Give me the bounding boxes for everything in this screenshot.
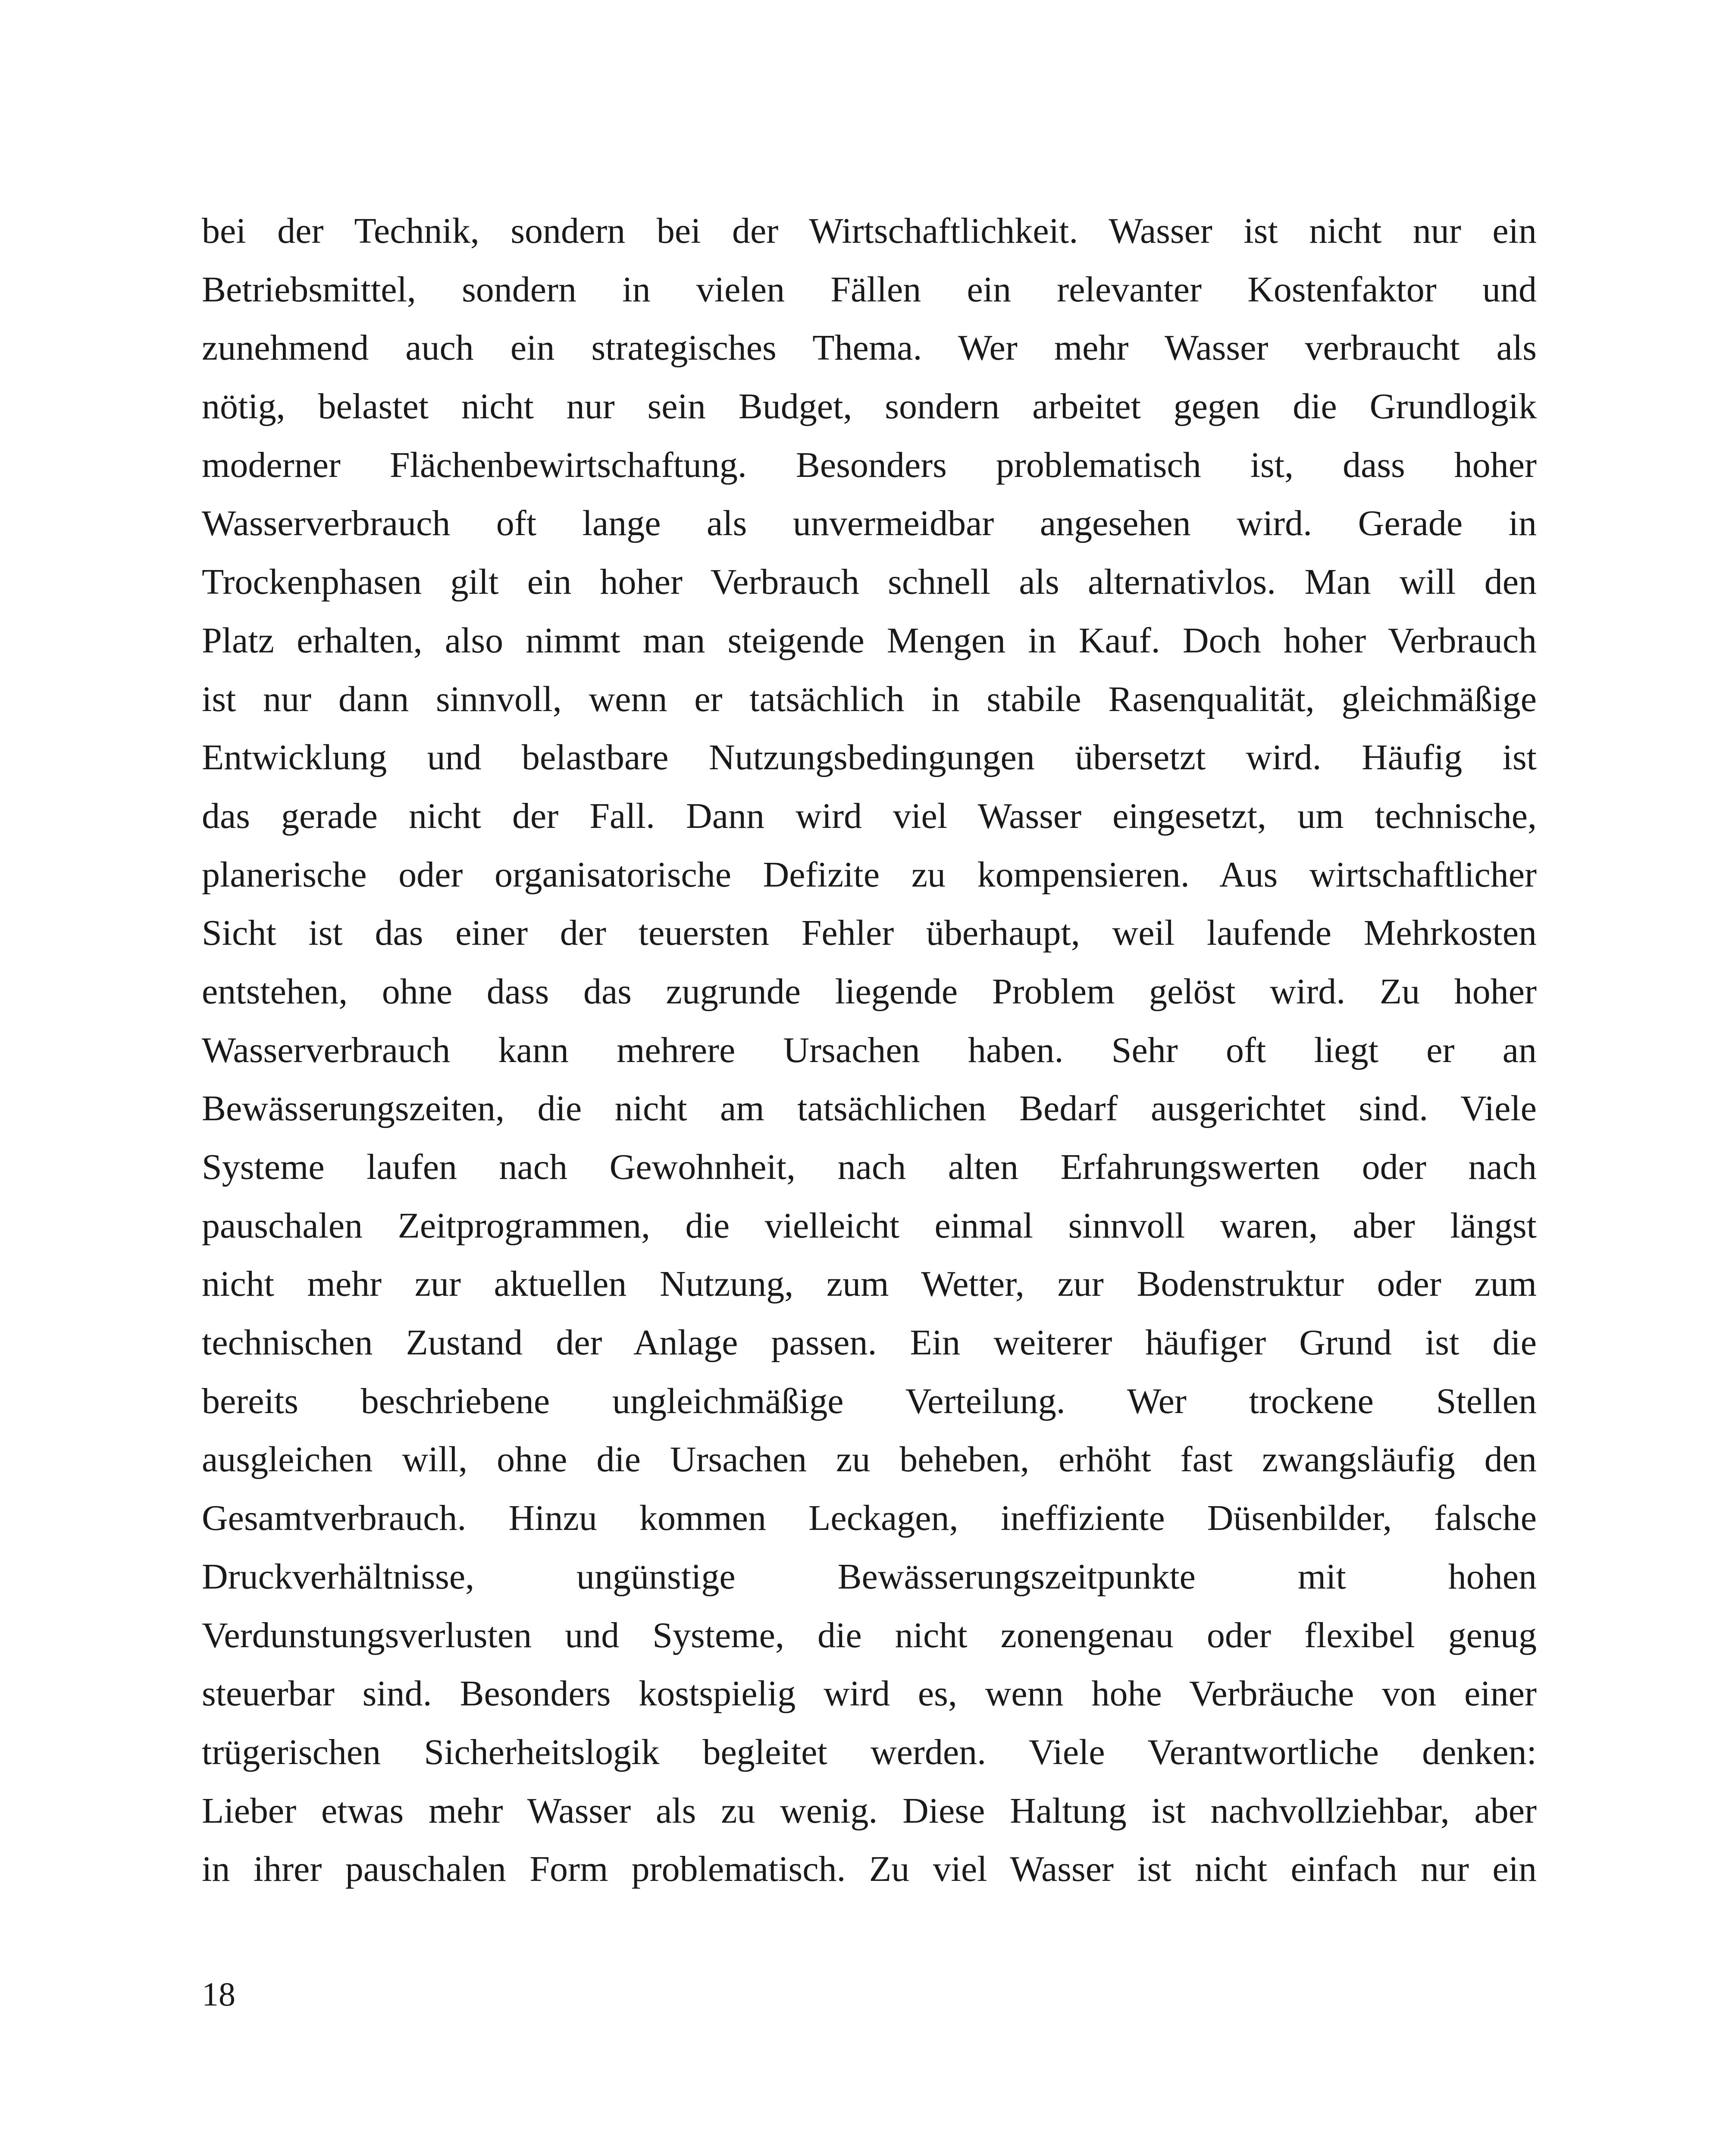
- text-line: Verdunstungsverlusten und Systeme, die nicht zonengenau oder flexibel genug: [202, 1615, 1537, 1655]
- text-line: Wasserverbrauch kann mehrere Ursachen haben. Sehr oft liegt er an: [202, 1030, 1537, 1070]
- text-line: Entwicklung und belastbare Nutzungsbedingungen übersetzt wird. Häufig ist: [202, 737, 1537, 778]
- text-line: Bewässerungszeiten, die nicht am tatsächlichen Bedarf ausgerichtet sind. Viele: [202, 1088, 1537, 1129]
- text-line: Lieber etwas mehr Wasser als zu wenig. Diese Haltung ist nachvollziehbar, aber: [202, 1790, 1537, 1831]
- text-line: entstehen, ohne dass das zugrunde liegende Problem gelöst wird. Zu hoher: [202, 971, 1537, 1012]
- text-line: Druckverhältnisse, ungünstige Bewässerungszeitpunkte mit hohen: [202, 1556, 1537, 1597]
- text-line: trügerischen Sicherheitslogik begleitet werden. Viele Verantwortliche denken:: [202, 1732, 1537, 1772]
- text-line: nötig, belastet nicht nur sein Budget, sondern arbeitet gegen die Grundlogik: [202, 386, 1537, 427]
- text-line: bereits beschriebene ungleichmäßige Verteilung. Wer trockene Stellen: [202, 1381, 1537, 1421]
- text-line: das gerade nicht der Fall. Dann wird viel Wasser eingesetzt, um technische,: [202, 796, 1537, 836]
- text-line: steuerbar sind. Besonders kostspielig wird es, wenn hohe Verbräuche von einer: [202, 1673, 1537, 1714]
- text-line: Platz erhalten, also nimmt man steigende Mengen in Kauf. Doch hoher Verbrauch: [202, 620, 1537, 661]
- text-line: Gesamtverbrauch. Hinzu kommen Leckagen, ineffiziente Düsenbilder, falsche: [202, 1498, 1537, 1539]
- text-line: Betriebsmittel, sondern in vielen Fällen ein relevanter Kostenfaktor und: [202, 269, 1537, 310]
- text-line: zunehmend auch ein strategisches Thema. Wer mehr Wasser verbraucht als: [202, 328, 1537, 368]
- text-line: ist nur dann sinnvoll, wenn er tatsächlich in stabile Rasenqualität, gleichmäßige: [202, 679, 1537, 719]
- text-line: in ihrer pauschalen Form problematisch. Zu viel Wasser ist nicht einfach nur ein: [202, 1849, 1537, 1890]
- text-line: Systeme laufen nach Gewohnheit, nach alten Erfahrungswerten oder nach: [202, 1147, 1537, 1187]
- text-line: ausgleichen will, ohne die Ursachen zu beheben, erhöht fast zwangsläufig den: [202, 1439, 1537, 1480]
- text-line: moderner Flächenbewirtschaftung. Besonders problematisch ist, dass hoher: [202, 445, 1537, 485]
- text-line: bei der Technik, sondern bei der Wirtschaftlichkeit. Wasser ist nicht nur ein: [202, 211, 1537, 251]
- text-line: Sicht ist das einer der teuersten Fehler überhaupt, weil laufende Mehrkosten: [202, 913, 1537, 953]
- text-line: Wasserverbrauch oft lange als unvermeidbar angesehen wird. Gerade in: [202, 503, 1537, 544]
- body-paragraph: [202, 202, 1537, 1899]
- text-line: technischen Zustand der Anlage passen. Ein weiterer häufiger Grund ist die: [202, 1322, 1537, 1363]
- text-line: nicht mehr zur aktuellen Nutzung, zum Wetter, zur Bodenstruktur oder zum: [202, 1264, 1537, 1304]
- text-line: pauschalen Zeitprogrammen, die vielleicht einmal sinnvoll waren, aber längst: [202, 1205, 1537, 1246]
- page-number: 18: [202, 1975, 235, 2013]
- text-line: Trockenphasen gilt ein hoher Verbrauch schnell als alternativlos. Man will den: [202, 562, 1537, 602]
- text-line: planerische oder organisatorische Defizite zu kompensieren. Aus wirtschaftlicher: [202, 854, 1537, 895]
